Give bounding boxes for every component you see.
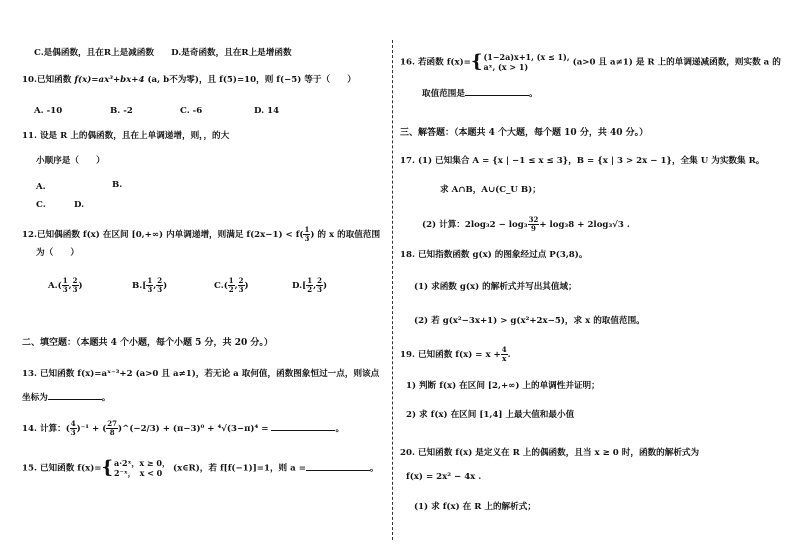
q11-option-c[interactable]: C. — [36, 200, 46, 210]
q20-line3: (1) 求 f(x) 在 R 上的解析式； — [414, 502, 536, 512]
q14-stem: 14. 计算：( $\frac{4}{3}$ )⁻¹ + ( $\frac{27}{8}$ )^(−2/3) + (π−3)⁰ + ⁴√(3−π)⁴ = 。 — [22, 419, 345, 437]
q19-line1: 19. 已知函数 f(x) = x + $\frac{4}{x}$ . — [400, 345, 511, 363]
q16-stem: 16. 若函数 f(x)={ (1−2a)x+1, (x ≤ 1), aˣ, (x > 1) (a>0 且 a≠1) 是 R 上的单调递减函数，则实数 a 的 — [400, 51, 781, 72]
q10-option-b[interactable]: B. -2 — [110, 106, 133, 116]
q13-answer-blank[interactable] — [48, 391, 102, 400]
q12-option-b[interactable]: B.[ $\frac{1}{3}$ , $\frac{2}{3}$ ) — [132, 276, 168, 294]
q19-line2: 1) 判断 f(x) 在区间 [2,+∞) 上的单调性并证明； — [406, 381, 600, 391]
section-2-heading: 二、填空题：（本题共 4 个小题，每个小题 5 分，共 20 分。） — [22, 338, 273, 348]
q15-piecewise: a·2ˣ，x ≥ 0， 2⁻ˣ， x < 0 — [114, 458, 170, 478]
q15-answer-blank[interactable] — [306, 462, 370, 471]
q10-option-c[interactable]: C. -6 — [180, 106, 203, 116]
q12-option-a[interactable]: A.( $\frac{1}{3}$ , $\frac{2}{3}$ ) — [48, 276, 83, 294]
q10-option-d[interactable]: D. 14 — [254, 106, 280, 116]
q18-line1: 18. 已知指数函数 g(x) 的图象经过点 P(3,8)。 — [400, 250, 588, 260]
q11-option-d[interactable]: D. — [74, 200, 85, 210]
q12-stem-line2: 为（ ） — [36, 248, 79, 258]
q14-answer-blank[interactable] — [271, 422, 335, 431]
q13-stem-line1: 13. 已知函数 f(x)=aˣ⁻³+2 (a>0 且 a≠1)，若无论 a 取何值，函数图象恒过一点，则该点 — [22, 369, 380, 379]
q19-line3: 2) 求 f(x) 在区间 [1,4] 上最大值和最小值 — [406, 410, 575, 420]
q12-fraction: $\frac{1}{3}$ — [304, 225, 310, 243]
q18-line2: (1) 求函数 g(x) 的解析式并写出其值域； — [414, 282, 577, 292]
q17-line1: 17. (1) 已知集合 A = {x | −1 ≤ x ≤ 3}，B = {x | 3 > 2x − 1}，全集 U 为实数集 R。 — [400, 156, 765, 166]
q13-stem-line2: 坐标为 。 — [22, 393, 111, 403]
q11-option-a[interactable]: A. — [36, 182, 46, 192]
q16-answer-blank[interactable] — [465, 87, 529, 96]
q12-option-d[interactable]: D.[ $\frac{1}{2}$ , $\frac{2}{3}$ ) — [292, 276, 328, 294]
q17-line3: (2) 计算：2log₃2 − log₃ $\frac{32}{9}$ + log₃8 + 2log₃√3 . — [422, 215, 630, 233]
q12-stem: 12.已知偶函数 f(x) 在区间 [0,+∞) 内单调递增，则满足 f(2x−1) < f( $\frac{1}{3}$ ) 的 x 的取值范围 — [22, 225, 381, 243]
column-divider — [392, 40, 393, 540]
q16-stem-line2: 取值范围是 。 — [422, 89, 538, 99]
q18-line3: (2) 若 g(x²−3x+1) > g(x²+2x−5)，求 x 的取值范围。 — [414, 316, 645, 326]
q16-piecewise: (1−2a)x+1, (x ≤ 1), aˣ, (x > 1) — [483, 52, 570, 72]
q10-option-a[interactable]: A. -10 — [34, 106, 63, 116]
q17-line2: 求 A∩B，A∪(C_U B)； — [440, 185, 541, 195]
q11-stem-line2: 小顺序是（ ） — [36, 156, 105, 166]
q15-stem: 15. 已知函数 f(x)={ a·2ˣ，x ≥ 0， 2⁻ˣ， x < 0 (x∈R)，若 f[f(−1)]=1，则 a = 。 — [22, 457, 379, 478]
q9-options-cd: C.是偶函数，且在R上是减函数 D.是奇函数，且在R上是增函数 — [34, 48, 292, 58]
left-column — [22, 0, 384, 560]
q12-options — [48, 277, 378, 297]
q11-stem-line1: 11. 设是 R 上的偶函数，且在上单调递增，则，，的大 — [22, 131, 230, 141]
q20-line2: f(x) = 2x² − 4x . — [406, 472, 482, 482]
q12-option-c[interactable]: C.( $\frac{1}{2}$ , $\frac{2}{3}$ ) — [214, 276, 249, 294]
q10-stem: 10.已知函数 f(x)=ax³+bx+4 (a, b不为零)，且 f(5)=10，则 f(−5) 等于（ ） — [22, 75, 356, 85]
q11-option-b[interactable]: B. — [112, 180, 123, 190]
section-3-heading: 三、解答题：（本题共 4 个大题，每个题 10 分，共 40 分。） — [400, 128, 649, 138]
q20-line1: 20. 已知函数 f(x) 是定义在 R 上的偶函数，且当 x ≥ 0 时，函数的解析式为 — [400, 448, 700, 458]
right-column — [400, 0, 780, 560]
